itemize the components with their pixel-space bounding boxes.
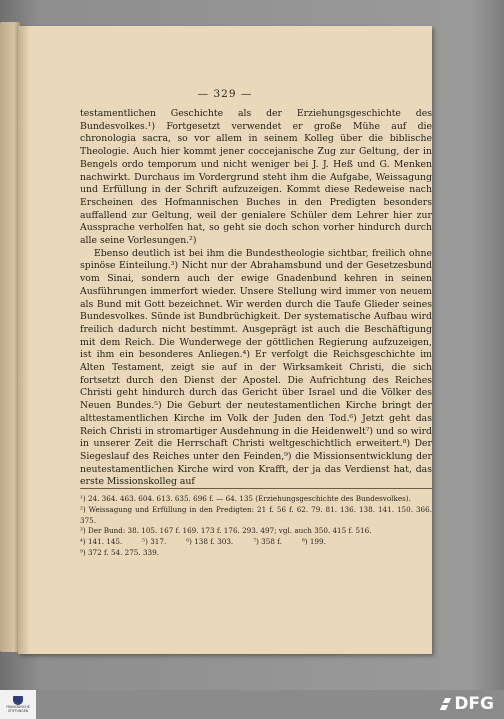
page-number: — 329 — — [197, 88, 253, 100]
footnote-8: ⁸) 199. — [301, 537, 326, 547]
book-left-page-edge — [0, 22, 20, 652]
dfg-mark-icon — [441, 698, 451, 710]
footnote-5: ⁵) 317. — [142, 537, 167, 547]
footnote-2: ²) Weissagung und Erfüllung in den Predigten: 21 f. 56 f. 62. 79. 81. 136. 138. 141. 150. 366. 375. — [80, 504, 432, 525]
footnotes — [80, 488, 432, 559]
dfg-logo-text: DFG — [454, 694, 494, 714]
viewer-footer-bar — [0, 690, 504, 719]
franckesche-stiftungen-logo — [0, 690, 36, 719]
footnote-9: ⁹) 372 f. 54. 275. 339. — [80, 547, 159, 557]
paragraph-2: Ebenso deutlich ist bei ihm die Bundestheologie sichtbar, freilich ohne spinöse Einteilung.³) Nicht nur der Abrahamsbund und der Gesetzesbund vom Sinai, sondern auch der ewige Gnadenbund kehren in seinen Ausführungen immerfort wieder. Unsere Stellung wird immer von neuem als Bund mit Gott bezeichnet. Wir werden durch die Taufe Glieder seines Bundesvolkes. Sünde ist Bundbrüchigkeit. Der systematische Aufbau wird freilich dadurch nicht bestimmt. Ausgeprägt ist auch die Beschäftigung mit dem Reich. Die Wunderwege der göttlichen Regierung aufzuzeigen, ist ihm ein besonderes Anliegen.⁴) Er verfolgt die Reichsgeschichte im Alten Testament, zeigt sie auf in der Wirksamkeit Christi, die sich fortsetzt durch den Dienst der Apostel. Die Aufrichtung des Reiches Christi geht hindurch durch das Gericht über Israel und die Völker des Neuen Bundes.⁵) Die Geburt der neutestamentlichen Kirche bringt der alttestamentlichen Kirche im Volk der Juden den Tod.⁶) Jetzt geht das Reich Christi in stromartiger Ausdehnung in die Heidenwelt⁷) und so wird in unserer Zeit die Herrschaft Christi weltgeschichtlich erweitert.⁸) Der Siegeslauf des Reiches unter den Feinden,⁹) die Missionsentwicklung der neutestamentlichen Kirche wird von Krafft, der ja das Verdienst hat, das erste Missionskolleg auf — [80, 247, 432, 488]
dfg-logo — [441, 693, 494, 715]
book-page — [18, 26, 432, 654]
page-fold-shadow — [18, 26, 30, 654]
paragraph-1: testamentlichen Geschichte als der Erziehungsgeschichte des Bundesvolkes.¹) Fortgesetzt verwendet er große Mühe auf die chronologia sacra, so vor allem in seinem Kolleg über die biblische Theologie. Auch hier kommt jener coccejanische Zug zur Geltung, der in Bengels ordo temporum und nicht weniger bei J. J. Heß und G. Menken nachwirkt. Durchaus im Vordergrund steht ihm die Aufgabe, Weissagung und Erfüllung in der Schrift aufzuzeigen. Kommt diese Redeweise nach Erscheinen des Hofmannischen Buches in den Predigten besonders auffallend zur Geltung, weil der genialere Schüler dem Lehrer hier zur Aussprache verholfen hat, so geht sie doch schon vorher hindurch durch alle seine Vorlesungen.²) — [80, 108, 432, 247]
footnote-row-4-8 — [80, 537, 432, 548]
footnote-1: ¹) 24. 364. 463. 604. 613. 635. 696 f. — 64. 135 (Erziehungsgeschichte des Bundesvolkes). — [80, 494, 411, 503]
logo-label: FRANCKESCHE STIFTUNGEN — [6, 704, 30, 713]
crest-icon — [13, 696, 23, 705]
main-text — [80, 108, 432, 489]
footnote-6: ⁶) 138 f. 303. — [186, 537, 234, 547]
footnote-3: ³) Der Bund: 38. 105. 167 f. 169. 173 f. 176. 293. 497; vgl. auch 350. 415 f. 516. — [80, 526, 372, 536]
footnote-7: ⁷) 358 f. — [253, 537, 282, 547]
footnote-4: ⁴) 141. 145. — [80, 537, 123, 547]
